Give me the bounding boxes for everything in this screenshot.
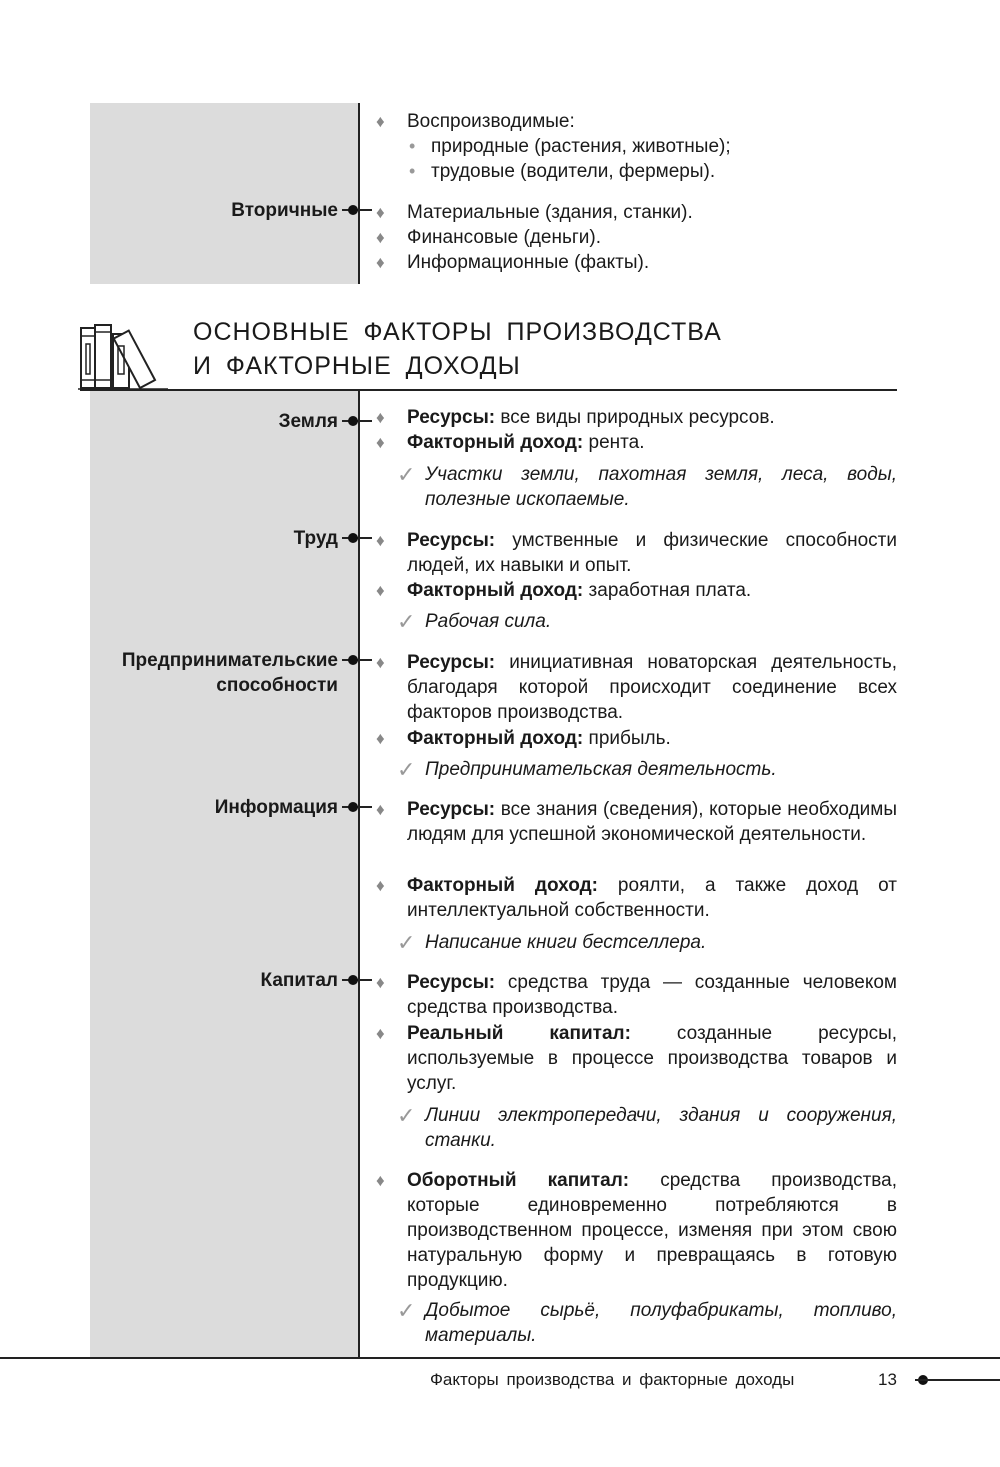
check-icon: ✓ [397,756,416,782]
list-item: природные (растения, животные); [431,135,731,157]
list-item: Информационные (факты). [407,251,650,273]
list-item: Рабочая сила. [425,610,552,632]
check-icon: ✓ [397,608,416,634]
item-term: Ресурсы: [407,971,496,993]
list-item: Факторный доход: рента. [407,431,645,453]
row-label: Информация [214,796,338,818]
list-item: Воспроизводимые: [407,110,575,132]
diamond-icon: ♦ [376,1023,385,1043]
diamond-icon: ♦ [376,202,385,222]
section-title-line2: И ФАКТОРНЫЕ ДОХОДЫ [193,352,521,380]
bullet-icon: • [409,135,416,156]
top-label-column [90,103,358,284]
diamond-icon: ♦ [376,580,385,600]
connector-dot [348,975,358,985]
item-term: Ресурсы: [407,651,496,673]
connector-dot [348,533,358,543]
connector-dot [348,205,358,215]
row-label: Земля [278,410,338,432]
diamond-icon: ♦ [376,972,385,992]
connector-dot [348,655,358,665]
diamond-icon: ♦ [376,530,385,550]
row-label: Капитал [260,969,338,991]
diamond-icon: ♦ [376,1170,385,1190]
footer-line [915,1379,1000,1381]
list-item: Ресурсы: инициативная новаторская деятельность, благодаря которой происходит соединение всех факторов производства. [407,651,897,723]
row-label: Вторичные [231,199,338,221]
check-icon: ✓ [397,1297,416,1323]
diamond-icon: ♦ [376,652,385,672]
list-item: Ресурсы: средства труда — созданные человеком средства производства. [407,971,897,1018]
item-term: Факторный доход: [407,727,584,749]
diamond-icon: ♦ [376,432,385,452]
item-term: Факторный доход: [407,431,584,453]
books-icon [78,322,173,392]
running-title: Факторы производства и факторные доходы [430,1370,795,1389]
list-item: Материальные (здания, станки). [407,201,693,223]
list-item: Факторный доход: заработная плата. [407,579,752,601]
diamond-icon: ♦ [376,227,385,247]
connector-dot [348,802,358,812]
item-term: Ресурсы: [407,529,496,551]
row-label: Труд [293,527,338,549]
list-item: Линии электропередачи, здания и сооружения, станки. [425,1104,897,1151]
bullet-icon: • [409,160,416,181]
list-item: Реальный капитал: созданные ресурсы, используемые в процессе производства товаров и услуг. [407,1022,898,1094]
list-item: Факторный доход: прибыль. [407,727,671,749]
list-item: Ресурсы: умственные и физические способности людей, их навыки и опыт. [407,529,897,576]
check-icon: ✓ [397,929,416,955]
item-term: Оборотный капитал: [407,1169,630,1191]
list-item: Факторный доход: роялти, а также доход от интеллектуальной собственности. [407,874,897,921]
column-divider [358,391,360,1357]
item-term: Реальный капитал: [407,1022,631,1044]
list-item: Добытое сырьё, полуфабрикаты, топливо, материалы. [425,1299,897,1346]
list-item: Финансовые (деньги). [407,226,602,248]
diamond-icon: ♦ [376,111,385,131]
diamond-icon: ♦ [376,875,385,895]
list-item: Оборотный капитал: средства производства, которые единовременно потребляются в производственном процессе, изменяя при этом свою натуральную форму и превращаясь в готовую продукцию. [407,1169,897,1291]
list-item: Ресурсы: все знания (сведения), которые необходимы людям для успешной экономической деятельности. [407,798,897,845]
diamond-icon: ♦ [376,799,385,819]
item-term: Факторный доход: [407,579,584,601]
diamond-icon: ♦ [376,252,385,272]
page-number: 13 [878,1370,897,1389]
bottom-rule [0,1357,1000,1359]
list-item: Участки земли, пахотная земля, леса, воды, полезные ископаемые. [425,463,897,510]
list-item: трудовые (водители, фермеры). [431,160,716,182]
item-term: Ресурсы: [407,798,496,820]
diamond-icon: ♦ [376,407,385,427]
section-title-line1: ОСНОВНЫЕ ФАКТОРЫ ПРОИЗВОДСТВА [193,318,722,346]
item-term: Ресурсы: [407,406,496,428]
connector-dot [348,416,358,426]
top-divider [358,103,360,284]
diamond-icon: ♦ [376,728,385,748]
row-label: Предпринимательские способности [121,649,338,696]
list-item: Предпринимательская деятельность. [425,758,777,780]
list-item: Ресурсы: все виды природных ресурсов. [407,406,775,428]
check-icon: ✓ [397,1102,416,1128]
list-item: Написание книги бестселлера. [425,931,707,953]
item-term: Факторный доход: [407,874,598,896]
check-icon: ✓ [397,461,416,487]
